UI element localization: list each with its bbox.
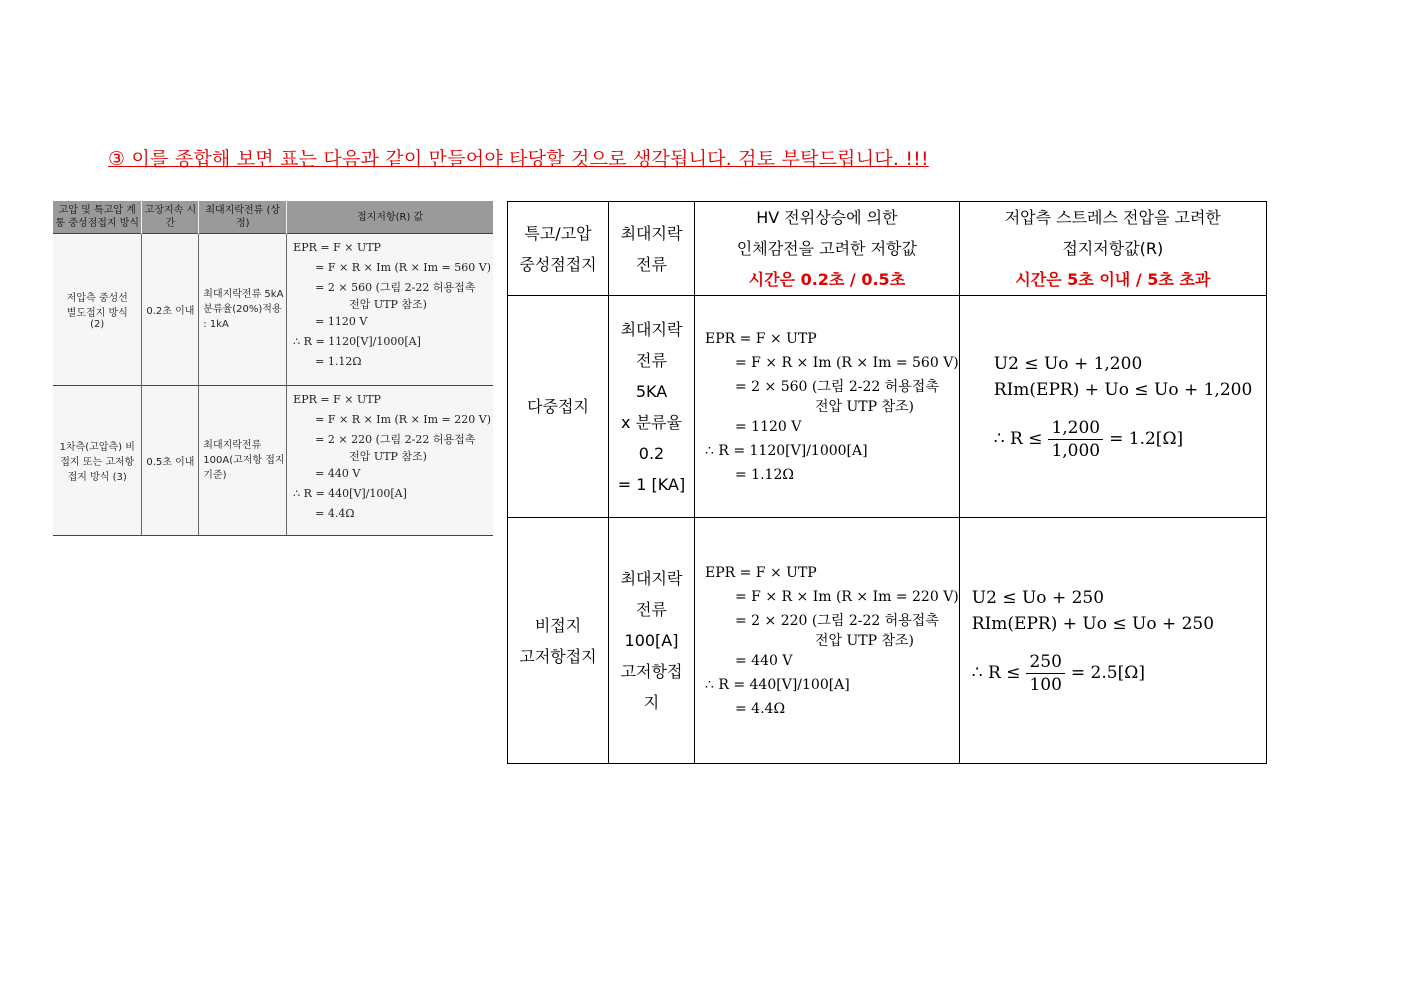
ref-header-current: 최대지락전류 (상정)	[199, 201, 287, 234]
ref-header-method: 고압 및 특고압 계통 중성점접지 방식	[53, 201, 142, 234]
header-hv-resistance: HV 전위상승에 의한 인체감전을 고려한 저항값 시간은 0.2초 / 0.5초	[695, 202, 960, 296]
formula-line: ∴ R = 440[V]/100[A]	[705, 676, 850, 693]
formula-line: = F × R × Im (R × Im = 220 V)	[315, 413, 491, 426]
formula-line: 전압 UTP 참조)	[815, 632, 915, 649]
formula-line: = 1120 V	[735, 418, 802, 435]
ref-time: 0.5초 이내	[142, 386, 199, 536]
row-hv-formula	[695, 296, 960, 518]
ref-header-resistance: 접지저항(R) 값	[287, 201, 493, 234]
formula-line: = 2 × 220 (그림 2-22 허용접촉	[315, 433, 476, 446]
row-current: 최대지락 전류 5KA x 분류율 0.2 = 1 [KA]	[609, 296, 695, 518]
row-hv-formula	[695, 518, 960, 764]
ref-formula	[287, 386, 493, 536]
result-line: ∴ R ≤ $\frac{250}{100}$ = 2.5[Ω]	[971, 652, 1145, 695]
row-lv-formula	[959, 518, 1266, 764]
formula-line: = 4.4Ω	[315, 507, 355, 520]
fraction: $\frac{1,200}{1,000}$	[1048, 417, 1103, 462]
formula-line: = 2 × 220 (그림 2-22 허용접촉	[735, 612, 939, 629]
row-lv-formula	[959, 296, 1266, 518]
formula-line: ∴ R = 440[V]/100[A]	[293, 487, 407, 500]
inequality-line: RIm(EPR) + Uo ≤ Uo + 1,200	[993, 380, 1253, 400]
inequality-line: U2 ≤ Uo + 1,200	[993, 354, 1143, 374]
row-method: 다중접지	[508, 296, 609, 518]
header-lv-time-note: 시간은 5초 이내 / 5초 초과	[1015, 270, 1211, 289]
table-row	[508, 296, 1267, 518]
formula-line: = 1.12Ω	[735, 466, 794, 483]
formula-line: 전압 UTP 참조)	[815, 398, 915, 415]
reference-table	[53, 201, 493, 536]
formula-line: = 1.12Ω	[315, 355, 362, 368]
formula-line: = F × R × Im (R × Im = 220 V)	[735, 588, 959, 605]
formula-line: 전압 UTP 참조)	[349, 298, 427, 311]
result-line: ∴ R ≤ $\frac{1,200}{1,000}$ = 1.2[Ω]	[993, 418, 1184, 461]
formula-line: EPR = F × UTP	[705, 330, 817, 347]
inequality-line: RIm(EPR) + Uo ≤ Uo + 250	[971, 614, 1215, 634]
ref-current: 최대지락전류 100A(고저항 접지 기준)	[199, 386, 287, 536]
formula-line: = F × R × Im (R × Im = 560 V)	[315, 261, 491, 274]
ref-row	[53, 386, 493, 536]
row-current: 최대지락 전류 100[A] 고저항접 지	[609, 518, 695, 764]
formula-line: = 440 V	[315, 467, 361, 480]
header-grounding-method: 특고/고압 중성점접지	[508, 202, 609, 296]
formula-line: = F × R × Im (R × Im = 560 V)	[735, 354, 959, 371]
formula-line: = 1120 V	[315, 315, 368, 328]
inequality-line: U2 ≤ Uo + 250	[971, 588, 1105, 608]
formula-line: ∴ R = 1120[V]/1000[A]	[705, 442, 868, 459]
table-row	[508, 518, 1267, 764]
ref-current: 최대지락전류 5kA 분류율(20%)적용 : 1kA	[199, 234, 287, 386]
formula-line: 전압 UTP 참조)	[349, 450, 427, 463]
formula-line: = 4.4Ω	[735, 700, 786, 717]
ref-row	[53, 234, 493, 386]
row-method: 비접지 고저항접지	[508, 518, 609, 764]
formula-line: = 440 V	[735, 652, 793, 669]
header-hv-time-note: 시간은 0.2초 / 0.5초	[748, 270, 906, 289]
ref-header-time: 고장지속 시간	[142, 201, 199, 234]
formula-line: EPR = F × UTP	[293, 241, 381, 254]
header-lv-resistance: 저압측 스트레스 전압을 고려한 접지저항값(R) 시간은 5초 이내 / 5초 초과	[959, 202, 1266, 296]
formula-line: EPR = F × UTP	[293, 393, 381, 406]
page-heading: ③ 이를 종합해 보면 표는 다음과 같이 만들어야 타당할 것으로 생각됩니다. 검토 부탁드립니다. !!!	[108, 148, 929, 170]
formula-line: ∴ R = 1120[V]/1000[A]	[293, 335, 421, 348]
ref-method: 1차측(고압측) 비접지 또는 고저항접지 방식 (3)	[53, 386, 142, 536]
header-row	[508, 202, 1267, 296]
formula-line: = 2 × 560 (그림 2-22 허용접촉	[735, 378, 939, 395]
formula-line: = 2 × 560 (그림 2-22 허용접촉	[315, 281, 476, 294]
header-fault-current: 최대지락 전류	[609, 202, 695, 296]
fraction: $\frac{250}{100}$	[1026, 651, 1064, 696]
ref-time: 0.2초 이내	[142, 234, 199, 386]
ref-formula	[287, 234, 493, 386]
formula-line: EPR = F × UTP	[705, 564, 817, 581]
proposed-table	[507, 201, 1267, 764]
ref-method: 저압측 중성선 별도접지 방식 (2)	[53, 234, 142, 386]
